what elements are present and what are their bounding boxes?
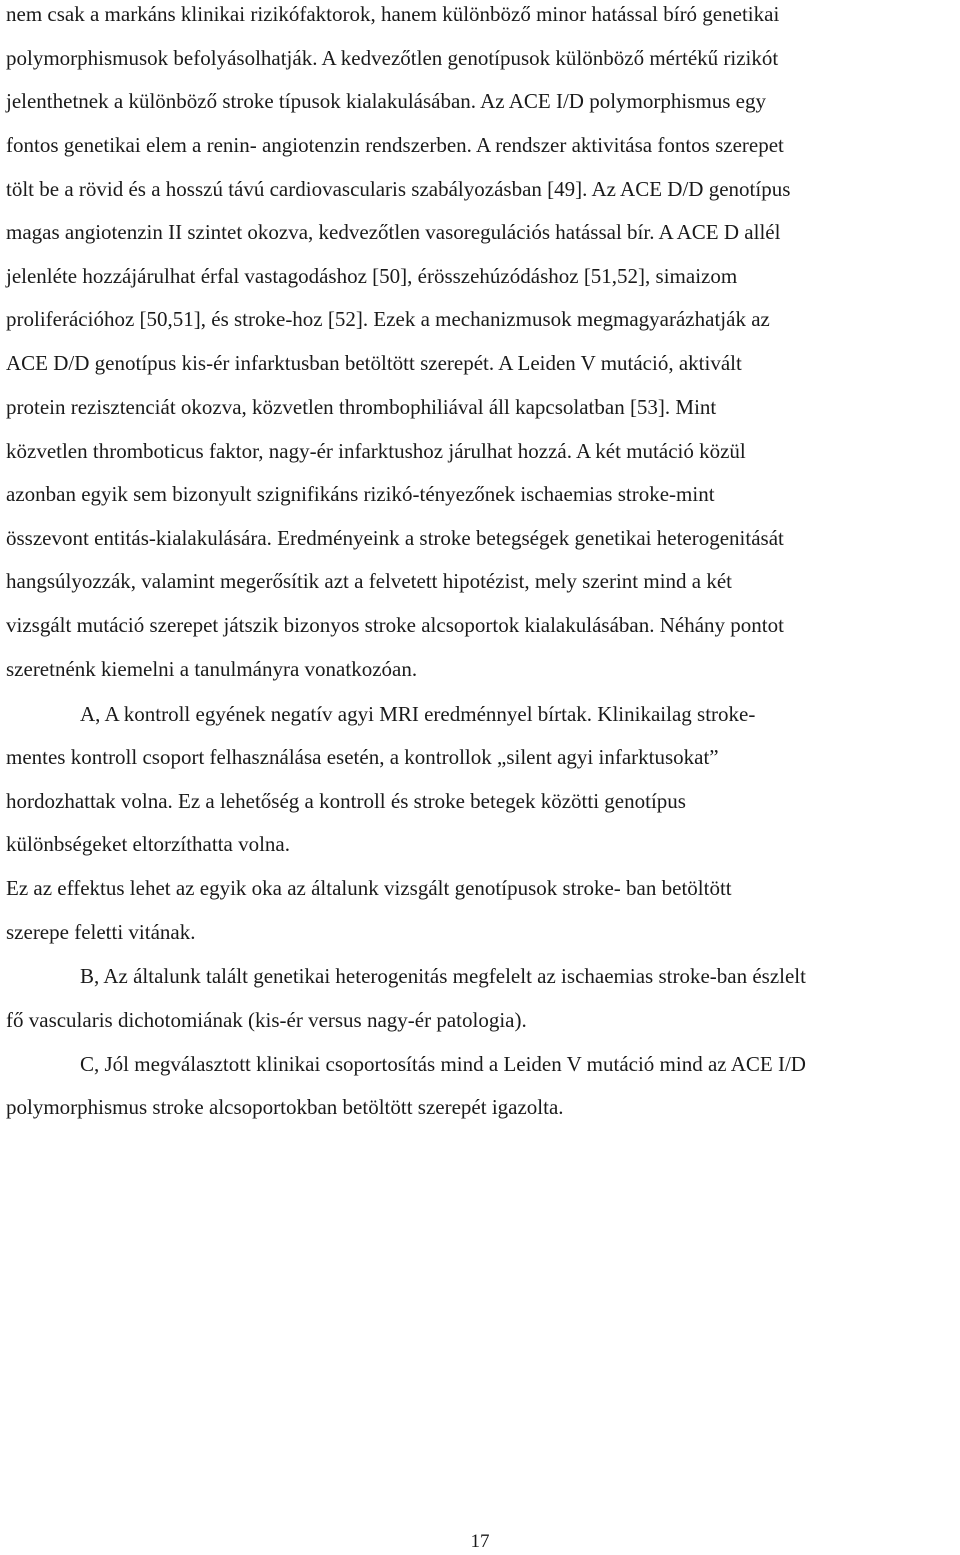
text-line: polymorphismus stroke alcsoportokban betöltött szerepét igazolta. (6, 1095, 564, 1119)
text-line: Ez az effektus lehet az egyik oka az általunk vizsgált genotípusok stroke- ban betöltött (6, 876, 732, 900)
text-line: vizsgált mutáció szerepet játszik bizonyos stroke alcsoportok kialakulásában. Néhány pontot (6, 613, 784, 637)
text-line: magas angiotenzin II szintet okozva, kedvezőtlen vasoregulációs hatással bír. A ACE D allél (6, 220, 781, 244)
text-line: nem csak a markáns klinikai rizikófaktorok, hanem különböző minor hatással bíró genetikai (6, 2, 780, 26)
text-line: proliferációhoz [50,51], és stroke-hoz [52]. Ezek a mechanizmusok megmagyarázhatják az (6, 307, 770, 331)
paragraph-b-line: B, Az általunk talált genetikai heterogenitás megfelelt az ischaemias stroke-ban észlelt (80, 964, 806, 988)
text-line: tölt be a rövid és a hosszú távú cardiovascularis szabályozásban [49]. Az ACE D/D genotípus (6, 177, 791, 201)
text-line: különbségeket eltorzíthatta volna. (6, 832, 290, 856)
text-line: polymorphismusok befolyásolhatják. A kedvezőtlen genotípusok különböző mértékű rizikót (6, 46, 779, 70)
paragraph-c-line: C, Jól megválasztott klinikai csoportosítás mind a Leiden V mutáció mind az ACE I/D (80, 1052, 806, 1076)
text-line: azonban egyik sem bizonyult szignifikáns rizikó-tényezőnek ischaemias stroke-mint (6, 482, 715, 506)
text-line: összevont entitás-kialakulására. Eredményeink a stroke betegségek genetikai heterogenitását (6, 526, 784, 550)
text-line: közvetlen thromboticus faktor, nagy-ér infarktushoz járulhat hozzá. A két mutáció közül (6, 439, 746, 463)
text-line: hordozhattak volna. Ez a lehetőség a kontroll és stroke betegek közötti genotípus (6, 789, 686, 813)
text-line: mentes kontroll csoport felhasználása esetén, a kontrollok „silent agyi infarktusokat” (6, 745, 719, 769)
text-line: hangsúlyozzák, valamint megerősítik azt a felvetett hipotézist, mely szerint mind a két (6, 569, 733, 593)
paragraph-a-line: A, A kontroll egyének negatív agyi MRI eredménnyel bírtak. Klinikailag stroke- (80, 702, 756, 726)
text-line: ACE D/D genotípus kis-ér infarktusban betöltött szerepét. A Leiden V mutáció, aktivált (6, 351, 742, 375)
text-line: jelenthetnek a különböző stroke típusok kialakulásában. Az ACE I/D polymorphismus egy (6, 89, 766, 113)
page-number: 17 (470, 1531, 490, 1552)
text-line: fő vascularis dichotomiának (kis-ér versus nagy-ér patologia). (6, 1008, 527, 1032)
text-line: szerepe feletti vitának. (6, 920, 196, 944)
text-line: jelenléte hozzájárulhat érfal vastagodáshoz [50], érösszehúzódáshoz [51,52], simaizom (6, 264, 738, 288)
text-line: szeretnénk kiemelni a tanulmányra vonatkozóan. (6, 657, 418, 681)
text-line: protein rezisztenciát okozva, közvetlen thrombophiliával áll kapcsolatban [53]. Mint (6, 395, 717, 419)
text-line: fontos genetikai elem a renin- angiotenzin rendszerben. A rendszer aktivitása fontos szerepet (6, 133, 784, 157)
